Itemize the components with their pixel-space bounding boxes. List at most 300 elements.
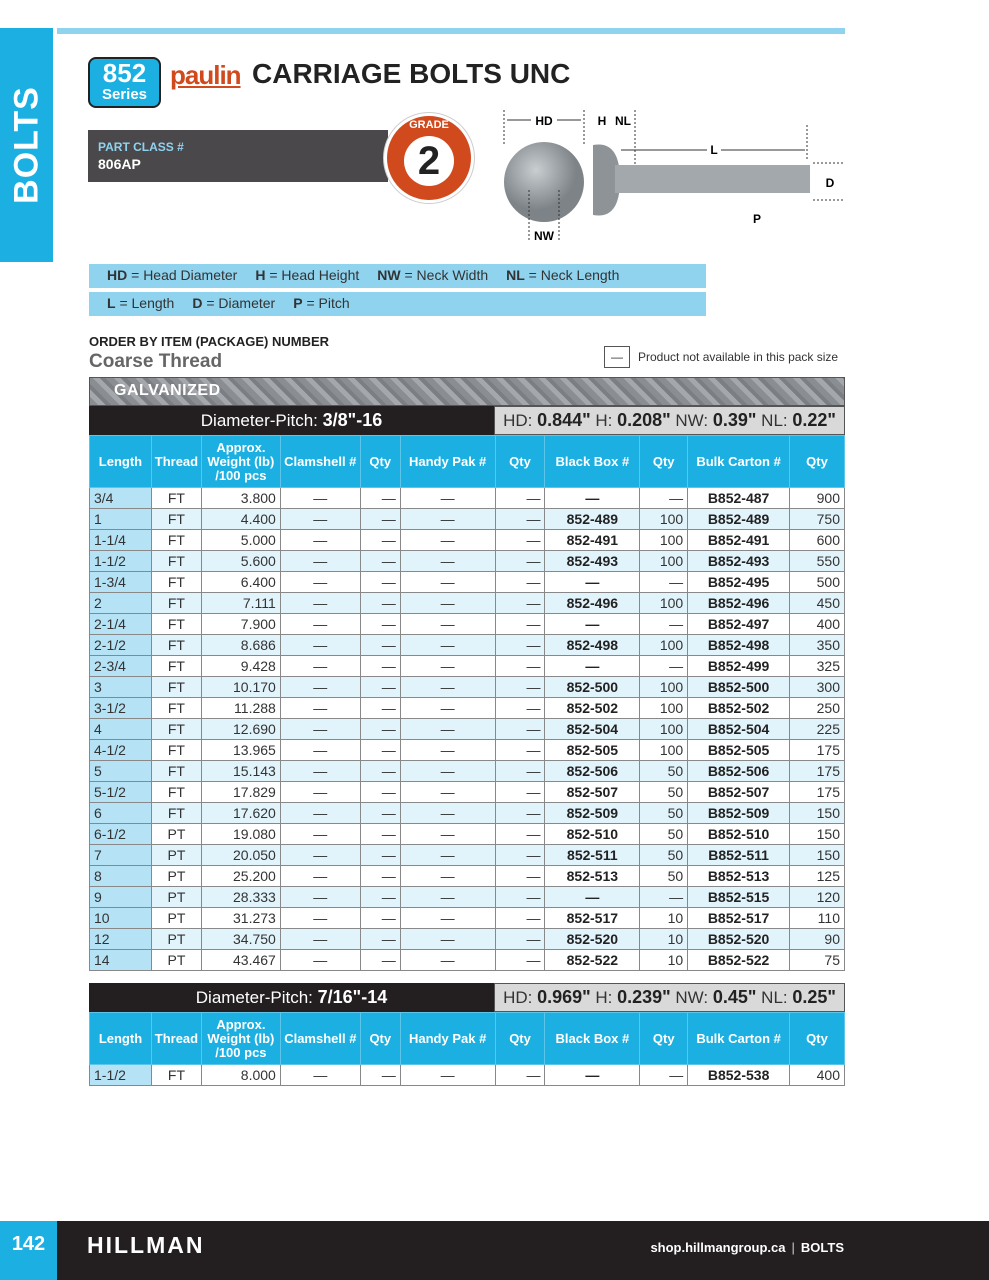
thread-heading: Coarse Thread — [89, 351, 223, 372]
table-cell: 25.200 — [201, 866, 280, 887]
top-rule — [57, 28, 845, 34]
table-cell: 20.050 — [201, 845, 280, 866]
table-cell: B852-489 — [688, 509, 790, 530]
table-cell: 12 — [90, 929, 152, 950]
table-cell: FT — [151, 509, 201, 530]
column-header: Bulk Carton # — [688, 436, 790, 488]
column-header: Qty — [789, 436, 844, 488]
column-header: Clamshell # — [280, 436, 360, 488]
table-cell: — — [280, 908, 360, 929]
table-cell: — — [495, 1065, 545, 1086]
table-cell: FT — [151, 656, 201, 677]
table-cell: B852-497 — [688, 614, 790, 635]
table-cell: — — [400, 929, 495, 950]
label-p: P — [752, 212, 762, 226]
table-cell: FT — [151, 593, 201, 614]
table-cell: 852-504 — [545, 719, 640, 740]
series-badge — [88, 57, 161, 108]
table-row — [90, 929, 845, 950]
table-cell: — — [495, 719, 545, 740]
table-row — [90, 677, 845, 698]
column-header: Length — [90, 1013, 152, 1065]
table-cell: 13.965 — [201, 740, 280, 761]
table-cell: 11.288 — [201, 698, 280, 719]
table-cell: — — [280, 1065, 360, 1086]
table-cell: — — [495, 656, 545, 677]
diameter-pitch-bar — [89, 406, 845, 435]
table-cell: 43.467 — [201, 950, 280, 971]
table-cell: B852-491 — [688, 530, 790, 551]
table-cell: 5.000 — [201, 530, 280, 551]
table-cell: 225 — [789, 719, 844, 740]
table-cell: — — [360, 887, 400, 908]
legend-item — [506, 267, 619, 283]
table-cell: B852-509 — [688, 803, 790, 824]
table-cell: — — [640, 614, 688, 635]
table-cell: — — [360, 551, 400, 572]
table-cell: B852-506 — [688, 761, 790, 782]
column-header: Clamshell # — [280, 1013, 360, 1065]
table-cell: — — [400, 593, 495, 614]
table-cell: 10 — [90, 908, 152, 929]
table-cell: B852-495 — [688, 572, 790, 593]
table-cell: FT — [151, 614, 201, 635]
table-cell: PT — [151, 845, 201, 866]
table-cell: FT — [151, 677, 201, 698]
table-cell: 6 — [90, 803, 152, 824]
table-cell: — — [360, 614, 400, 635]
table-cell: — — [495, 908, 545, 929]
table-cell: 50 — [640, 845, 688, 866]
table-cell: 17.620 — [201, 803, 280, 824]
dim-label: HD: — [503, 988, 538, 1007]
table-cell: B852-520 — [688, 929, 790, 950]
table-cell: FT — [151, 740, 201, 761]
brand-logo: paulin — [170, 60, 241, 90]
table-cell: — — [495, 635, 545, 656]
table-row — [90, 698, 845, 719]
table-row — [90, 635, 845, 656]
table-cell: — — [400, 656, 495, 677]
table-cell: — — [545, 1065, 640, 1086]
table-cell: 100 — [640, 593, 688, 614]
table-cell: 150 — [789, 845, 844, 866]
table-cell: 175 — [789, 782, 844, 803]
table-row — [90, 866, 845, 887]
bolt-head-top-view — [504, 142, 584, 222]
column-header: Thread — [151, 436, 201, 488]
table-cell: B852-496 — [688, 593, 790, 614]
table-cell: B852-487 — [688, 488, 790, 509]
page-number: 142 — [0, 1221, 57, 1280]
table-cell: — — [400, 719, 495, 740]
table-cell: 852-491 — [545, 530, 640, 551]
table-cell: — — [400, 908, 495, 929]
dim-label: NL: — [756, 411, 793, 430]
part-class-value: 806AP — [98, 156, 141, 172]
table-cell: — — [495, 803, 545, 824]
table-cell: 852-505 — [545, 740, 640, 761]
table-cell: — — [280, 530, 360, 551]
legend-item — [293, 295, 349, 311]
table-cell: 300 — [789, 677, 844, 698]
table-cell: 125 — [789, 866, 844, 887]
table-cell: — — [400, 677, 495, 698]
table-cell: 852-510 — [545, 824, 640, 845]
table-cell: — — [495, 530, 545, 551]
table-cell: — — [495, 698, 545, 719]
table-cell: 852-500 — [545, 677, 640, 698]
table-cell: 325 — [789, 656, 844, 677]
table-cell: — — [280, 740, 360, 761]
legend-key: NW — [377, 267, 401, 283]
table-cell: 3.800 — [201, 488, 280, 509]
footer-links: shop.hillmangroup.ca | BOLTS — [650, 1240, 844, 1255]
table-cell: — — [360, 488, 400, 509]
table-cell: — — [640, 488, 688, 509]
table-cell: — — [495, 593, 545, 614]
legend-key: H — [255, 267, 266, 283]
table-cell: 852-496 — [545, 593, 640, 614]
table-cell: — — [360, 530, 400, 551]
table-cell: 6.400 — [201, 572, 280, 593]
head-dimensions — [494, 983, 845, 1012]
table-cell: PT — [151, 824, 201, 845]
legend-desc: = Head Diameter — [127, 267, 238, 283]
table-cell: 10 — [640, 950, 688, 971]
table-cell: FT — [151, 530, 201, 551]
table-cell: 852-520 — [545, 929, 640, 950]
legend-desc: = Head Height — [265, 267, 360, 283]
table-cell: — — [495, 572, 545, 593]
table-cell: 10 — [640, 929, 688, 950]
table-cell: — — [400, 1065, 495, 1086]
table-cell: FT — [151, 719, 201, 740]
table-cell: FT — [151, 782, 201, 803]
table-cell: — — [280, 698, 360, 719]
table-cell: — — [400, 635, 495, 656]
part-class-box — [88, 130, 388, 182]
table-cell: 852-511 — [545, 845, 640, 866]
column-header: Approx. Weight (lb) /100 pcs — [201, 436, 280, 488]
column-header: Handy Pak # — [400, 436, 495, 488]
table-row — [90, 803, 845, 824]
table-cell: 100 — [640, 719, 688, 740]
table-cell: — — [360, 698, 400, 719]
table-cell: 10.170 — [201, 677, 280, 698]
table-cell: 852-517 — [545, 908, 640, 929]
table-cell: — — [280, 593, 360, 614]
legend-key: NL — [506, 267, 525, 283]
table-row — [90, 782, 845, 803]
table-cell: — — [495, 551, 545, 572]
table-cell: — — [495, 845, 545, 866]
table-cell: B852-515 — [688, 887, 790, 908]
dim-h: 0.208" — [617, 410, 671, 430]
table-header-row — [90, 1013, 845, 1065]
table-cell: — — [280, 572, 360, 593]
table-cell: PT — [151, 866, 201, 887]
table-cell: 852-506 — [545, 761, 640, 782]
table-cell: — — [400, 509, 495, 530]
table-cell: — — [495, 887, 545, 908]
table-cell: — — [280, 824, 360, 845]
table-cell: 100 — [640, 551, 688, 572]
na-note: Product not available in this pack size — [638, 350, 839, 364]
table-cell: — — [360, 677, 400, 698]
label-hd: HD — [535, 114, 553, 128]
table-cell: — — [360, 1065, 400, 1086]
page-title: CARRIAGE BOLTS UNC — [252, 58, 571, 89]
column-header: Black Box # — [545, 1013, 640, 1065]
table-cell: B852-507 — [688, 782, 790, 803]
table-row — [90, 1065, 845, 1086]
table-cell: 350 — [789, 635, 844, 656]
table-row — [90, 509, 845, 530]
table-cell: 500 — [789, 572, 844, 593]
table-row — [90, 614, 845, 635]
table-cell: — — [360, 509, 400, 530]
table-cell: — — [280, 929, 360, 950]
table-cell: — — [360, 866, 400, 887]
table-cell: PT — [151, 887, 201, 908]
legend-row-2 — [89, 292, 706, 316]
table-cell: — — [280, 509, 360, 530]
table-cell: 9 — [90, 887, 152, 908]
table-cell: — — [640, 887, 688, 908]
table-cell: — — [400, 761, 495, 782]
table-cell: — — [495, 614, 545, 635]
side-tab — [0, 28, 53, 262]
table-row — [90, 551, 845, 572]
table-cell: B852-511 — [688, 845, 790, 866]
column-header: Qty — [495, 436, 545, 488]
table-cell: — — [400, 803, 495, 824]
table-cell: — — [400, 845, 495, 866]
table-cell: 2-1/2 — [90, 635, 152, 656]
part-class-label: PART CLASS # — [98, 140, 184, 154]
table-cell: PT — [151, 929, 201, 950]
table-cell: — — [495, 677, 545, 698]
table-cell: 550 — [789, 551, 844, 572]
table-cell: 110 — [789, 908, 844, 929]
table-cell: B852-504 — [688, 719, 790, 740]
column-header: Qty — [640, 1013, 688, 1065]
table-cell: 5-1/2 — [90, 782, 152, 803]
table-cell: 175 — [789, 740, 844, 761]
table-row — [90, 719, 845, 740]
table-row — [90, 950, 845, 971]
table-cell: FT — [151, 635, 201, 656]
dim-label: NW: — [670, 411, 713, 430]
table-cell: 19.080 — [201, 824, 280, 845]
table-cell: FT — [151, 698, 201, 719]
label-h: H — [597, 114, 607, 128]
table-cell: — — [280, 635, 360, 656]
table-cell: 900 — [789, 488, 844, 509]
table-row — [90, 572, 845, 593]
label-nw: NW — [534, 229, 554, 243]
table-cell: 14 — [90, 950, 152, 971]
table-cell: 50 — [640, 866, 688, 887]
table-cell: 852-502 — [545, 698, 640, 719]
table-cell: 50 — [640, 803, 688, 824]
table-cell: — — [400, 740, 495, 761]
table-cell: — — [640, 1065, 688, 1086]
legend-desc: = Pitch — [302, 295, 350, 311]
bolt-shank — [615, 165, 810, 193]
table-cell: B852-499 — [688, 656, 790, 677]
table-row — [90, 488, 845, 509]
table-cell: — — [360, 824, 400, 845]
table-cell: 2 — [90, 593, 152, 614]
table-cell: 2-1/4 — [90, 614, 152, 635]
diameter-pitch — [89, 406, 494, 435]
table-cell: — — [495, 824, 545, 845]
table-cell: — — [400, 887, 495, 908]
table-cell: 5.600 — [201, 551, 280, 572]
table-cell: B852-493 — [688, 551, 790, 572]
diameter-pitch-label: Diameter-Pitch: — [195, 988, 318, 1007]
dim-nl: 0.22" — [792, 410, 836, 430]
table-cell: — — [360, 635, 400, 656]
column-header: Qty — [790, 1013, 845, 1065]
product-table — [89, 435, 845, 971]
table-cell: — — [495, 866, 545, 887]
legend-key: P — [293, 295, 303, 311]
legend-desc: = Diameter — [202, 295, 276, 311]
table-cell: 17.829 — [201, 782, 280, 803]
table-cell: 6-1/2 — [90, 824, 152, 845]
table-row — [90, 761, 845, 782]
legend-item — [107, 295, 174, 311]
table-cell: — — [280, 782, 360, 803]
table-cell: 90 — [789, 929, 844, 950]
table-cell: — — [280, 719, 360, 740]
table-cell: 7.900 — [201, 614, 280, 635]
table-cell: FT — [151, 551, 201, 572]
table-cell: 28.333 — [201, 887, 280, 908]
table-cell: 8.000 — [201, 1065, 280, 1086]
table-row — [90, 824, 845, 845]
table-cell: 400 — [789, 614, 844, 635]
table-cell: 2-3/4 — [90, 656, 152, 677]
table-cell: — — [360, 845, 400, 866]
table-cell: 4.400 — [201, 509, 280, 530]
table-row — [90, 740, 845, 761]
table-cell: — — [360, 803, 400, 824]
table-row — [90, 656, 845, 677]
diameter-pitch-bar — [89, 983, 845, 1012]
table-cell: B852-538 — [688, 1065, 790, 1086]
dim-nl: 0.25" — [792, 987, 836, 1007]
table-cell: 100 — [640, 635, 688, 656]
table-row — [90, 845, 845, 866]
table-cell: — — [400, 488, 495, 509]
table-cell: 75 — [789, 950, 844, 971]
table-cell: 9.428 — [201, 656, 280, 677]
order-heading: ORDER BY ITEM (PACKAGE) NUMBER — [89, 334, 330, 349]
table-cell: — — [280, 887, 360, 908]
table-cell: — — [280, 551, 360, 572]
product-table — [89, 1012, 845, 1086]
table-cell: — — [280, 677, 360, 698]
diameter-pitch — [89, 983, 494, 1012]
diameter-pitch-value: 7/16"-14 — [317, 987, 388, 1007]
table-row — [90, 530, 845, 551]
table-cell: — — [400, 950, 495, 971]
table-cell: 31.273 — [201, 908, 280, 929]
table-cell: — — [545, 614, 640, 635]
table-cell: — — [360, 593, 400, 614]
table-cell: B852-498 — [688, 635, 790, 656]
table-cell: 100 — [640, 509, 688, 530]
column-header: Qty — [640, 436, 688, 488]
column-header: Approx. Weight (lb) /100 pcs — [201, 1013, 280, 1065]
legend-item — [192, 295, 275, 311]
table-cell: — — [545, 572, 640, 593]
column-header: Qty — [495, 1013, 545, 1065]
dim-label: H: — [590, 988, 618, 1007]
table-cell: — — [360, 719, 400, 740]
table-cell: — — [495, 740, 545, 761]
table-cell: — — [640, 656, 688, 677]
column-header: Black Box # — [545, 436, 640, 488]
dim-nw: 0.39" — [712, 410, 757, 430]
table-cell: — — [495, 950, 545, 971]
column-header: Bulk Carton # — [688, 1013, 790, 1065]
dim-h: 0.239" — [617, 987, 671, 1007]
dim-nw: 0.45" — [712, 987, 757, 1007]
table-cell: 120 — [789, 887, 844, 908]
grade-label: GRADE — [409, 119, 449, 131]
table-cell: 1 — [90, 509, 152, 530]
table-cell: 1-1/4 — [90, 530, 152, 551]
dim-label: HD: — [503, 411, 538, 430]
column-header: Length — [90, 436, 152, 488]
table-cell: — — [400, 530, 495, 551]
table-cell: PT — [151, 950, 201, 971]
hillman-logo: HILLMAN — [87, 1232, 205, 1258]
legend-item — [107, 267, 237, 283]
table-cell: — — [400, 614, 495, 635]
table-cell: — — [280, 845, 360, 866]
table-cell: — — [400, 824, 495, 845]
table-cell: 3/4 — [90, 488, 152, 509]
footer-url[interactable]: shop.hillmangroup.ca — [650, 1240, 786, 1255]
label-d: D — [825, 176, 835, 190]
side-tab-label: BOLTS — [7, 86, 45, 204]
table-cell: — — [400, 551, 495, 572]
table-cell: — — [360, 782, 400, 803]
table-cell: 150 — [789, 803, 844, 824]
label-l: L — [710, 143, 718, 157]
legend-item — [255, 267, 359, 283]
column-header: Handy Pak # — [400, 1013, 495, 1065]
series-number: 852 — [102, 58, 147, 88]
table-cell: — — [360, 740, 400, 761]
table-cell: — — [495, 509, 545, 530]
table-cell: 100 — [640, 530, 688, 551]
table-cell: — — [400, 698, 495, 719]
table-row — [90, 593, 845, 614]
table-cell: 10 — [640, 908, 688, 929]
legend-item — [377, 267, 488, 283]
table-cell: 100 — [640, 698, 688, 719]
table-cell: — — [280, 761, 360, 782]
table-cell: 100 — [640, 740, 688, 761]
table-cell: — — [545, 656, 640, 677]
